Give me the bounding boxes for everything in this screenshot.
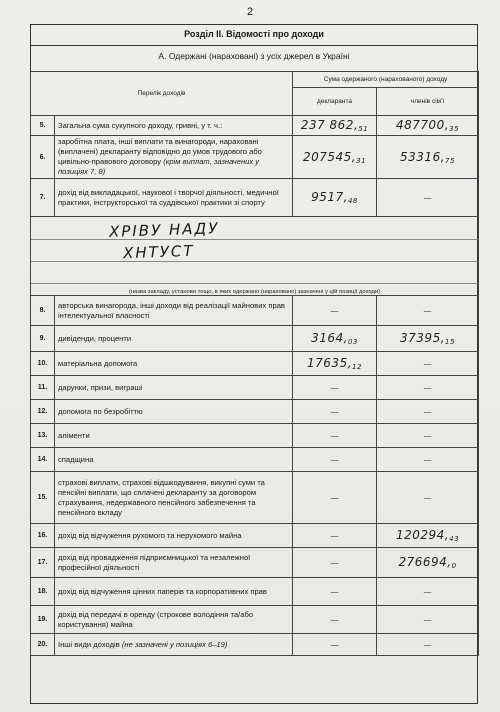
row-number: 11. (31, 376, 55, 400)
declarant-amount: 17635,12 (307, 356, 362, 371)
family-amount: 487700,35 (395, 118, 460, 133)
table-row (31, 606, 479, 634)
table-row (31, 472, 479, 524)
row-label: допомога по безробіттю (55, 400, 293, 424)
row-label: дохід від відчуження цінних паперів та корпоративних прав (55, 578, 293, 606)
table-row (31, 578, 479, 606)
declarant-value: — (293, 424, 377, 448)
family-value (377, 326, 479, 352)
institution-lines (31, 217, 478, 289)
family-value (377, 136, 479, 179)
declarant-value: — (293, 578, 377, 606)
subsection-text: Одержані (нараховані) з усіх джерел в Україні (168, 51, 350, 61)
table-row (31, 116, 479, 136)
institution-note: (назва закладу, установи тощо, в яких одержано (нараховано) зазначені у цій позиції доходи) (128, 289, 381, 295)
table-row (31, 448, 479, 472)
family-value: — (377, 376, 479, 400)
row-label: Інші види доходів (не зазначені у позиціях 6–19) (55, 634, 293, 656)
table-row (31, 548, 479, 578)
family-amount: 276694,0 (398, 555, 457, 570)
row-label: авторська винагорода, інші доходи від реалізації майнових прав інтелектуальної власності (55, 296, 293, 326)
declarant-value: — (293, 472, 377, 524)
family-value: — (377, 578, 479, 606)
family-amount: 53316,75 (400, 149, 455, 165)
family-value (377, 524, 479, 548)
row-label: дохід від відчуження рухомого та нерухомого майна (55, 524, 293, 548)
declarant-value: — (293, 296, 377, 326)
family-amount: 37395,15 (400, 331, 455, 346)
row-number: 9. (31, 326, 55, 352)
row-number: 6. (31, 136, 55, 179)
family-value (377, 548, 479, 578)
declarant-value: — (293, 606, 377, 634)
row-label: аліменти (55, 424, 293, 448)
row-label: заробітна плата, інші виплати та винагороди, нараховані (виплачені) декларанту відповідно до умов трудового або цивільно-правового договору (крім виплат, зазначених у позиціях 7, 8) (55, 136, 293, 179)
row-number: 7. (31, 179, 55, 217)
row-label: матеріальна допомога (55, 352, 293, 376)
row-number: 5. (31, 116, 55, 136)
family-value (377, 116, 479, 136)
handwritten-institution-line2: ХНТУСТ (122, 241, 195, 263)
row-number: 10. (31, 352, 55, 376)
row-number: 15. (31, 472, 55, 524)
family-amount: 120294,43 (395, 528, 460, 543)
section-title: Розділ ІІ. Відомості про доходи (30, 24, 478, 46)
table-row (31, 179, 479, 217)
handwritten-institution-line1: ХРІВУ НАДУ (108, 219, 220, 241)
table-row (31, 352, 479, 376)
row-number: 20. (31, 634, 55, 656)
declarant-value: — (293, 634, 377, 656)
row-number: 13. (31, 424, 55, 448)
family-column-header: членів сім'ї (377, 88, 479, 116)
table-row (31, 424, 479, 448)
row-number: 17. (31, 548, 55, 578)
family-value: — (377, 634, 479, 656)
institution-row (31, 217, 479, 296)
family-value: — (377, 179, 479, 217)
row-number: 12. (31, 400, 55, 424)
table-row (31, 376, 479, 400)
row-label-note: (крім виплат, зазначених у позиціях 7, 8) (58, 157, 260, 176)
table-header-row (31, 72, 479, 88)
declarant-value: — (293, 548, 377, 578)
declarant-value: — (293, 400, 377, 424)
declarant-value (293, 136, 377, 179)
declarant-amount: 3164,03 (311, 331, 358, 346)
row-label: дарунки, призи, виграші (55, 376, 293, 400)
subsection-letter: А. (158, 51, 167, 61)
declarant-column-header: декларанта (293, 88, 377, 116)
declarant-amount: 207545,31 (302, 149, 367, 165)
declarant-value (293, 179, 377, 217)
declarant-value: — (293, 376, 377, 400)
family-value: — (377, 400, 479, 424)
table-row (31, 296, 479, 326)
row-number: 8. (31, 296, 55, 326)
row-label: дохід від провадження підприємницької та незалежної професійної діяльності (55, 548, 293, 578)
row-number: 16. (31, 524, 55, 548)
table-row (31, 400, 479, 424)
table-row (31, 634, 479, 656)
family-value: — (377, 424, 479, 448)
row-label-note: (не зазначені у позиціях 6–19) (121, 639, 228, 649)
declarant-amount: 9517,48 (311, 190, 358, 205)
family-value: — (377, 352, 479, 376)
list-header: Перелік доходів (31, 72, 293, 116)
table-row (31, 136, 479, 179)
row-label: спадщина (55, 448, 293, 472)
page-number: 2 (246, 6, 254, 18)
table-row (31, 326, 479, 352)
amount-header: Сума одержаного (нарахованого) доходу (293, 72, 479, 88)
declarant-value (293, 352, 377, 376)
subsection-title (30, 51, 478, 61)
declarant-value: — (293, 448, 377, 472)
row-label: дохід від викладацької, наукової і творчої діяльності, медичної практики, інструкторської та суддівської практики зі спорту (55, 179, 293, 217)
family-value: — (377, 448, 479, 472)
row-label: дохід від передачі в оренду (строкове володіння та/або користування) майна (55, 606, 293, 634)
family-value: — (377, 296, 479, 326)
row-label: дивіденди, проценти (55, 326, 293, 352)
family-value: — (377, 472, 479, 524)
declarant-value (293, 116, 377, 136)
row-label: Загальна сума сукупного доходу, гривні, у т. ч.: (55, 116, 293, 136)
declarant-amount: 237 862,51 (300, 118, 369, 133)
declarant-value (293, 326, 377, 352)
row-number: 14. (31, 448, 55, 472)
declarant-value: — (293, 524, 377, 548)
row-label: страхові виплати, страхові відшкодування, викупні суми та пенсійні виплати, що сплачені декларанту за договором страхування, недержавного пенсійного забезпечення та пенсійного вкладу (55, 472, 293, 524)
income-table (30, 71, 479, 656)
row-number: 18. (31, 578, 55, 606)
table-row (31, 524, 479, 548)
family-value: — (377, 606, 479, 634)
row-number: 19. (31, 606, 55, 634)
